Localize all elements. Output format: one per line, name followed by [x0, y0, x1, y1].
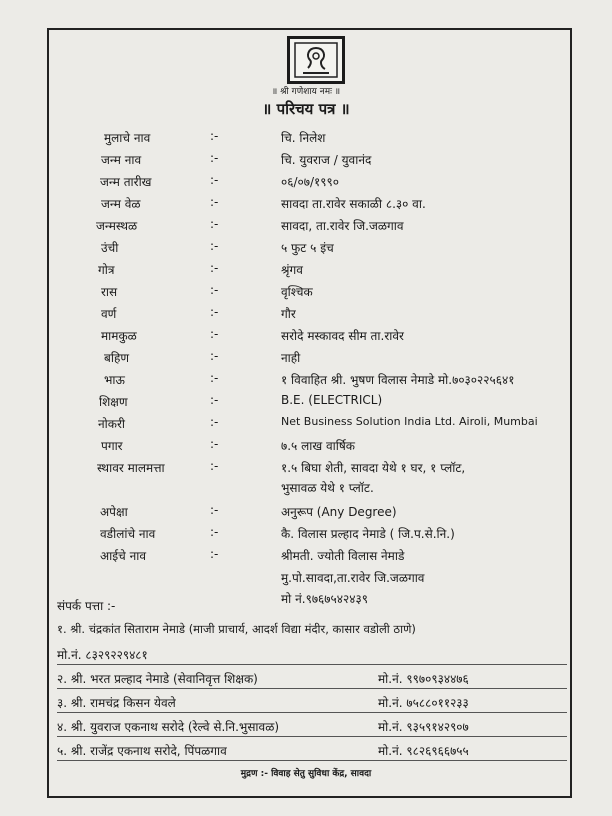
contact-heading: संपर्क पत्ता :-	[57, 599, 116, 613]
field-row	[0, 239, 612, 257]
field-value: सावदा ता.रावेर सकाळी ८.३० वा.	[281, 197, 426, 211]
field-label: जन्म तारीख	[100, 175, 152, 189]
field-separator: :-	[210, 547, 219, 561]
field-value: सरोदे मस्कावद सीम ता.रावेर	[281, 329, 404, 343]
field-value: ५ फुट ५ इंच	[281, 241, 334, 255]
field-label: वडीलांचे नाव	[100, 527, 156, 541]
field-label: पगार	[101, 439, 123, 453]
field-label: वर्ण	[101, 307, 117, 321]
field-label: मुलाचे नाव	[104, 131, 151, 145]
contact-name: ५. श्री. राजेंद्र एकनाथ सरोदे, पिंपळगाव	[57, 744, 227, 758]
field-value: ०६/०७/१९९०	[281, 175, 340, 189]
field-separator: :-	[210, 459, 219, 473]
field-separator: :-	[210, 371, 219, 385]
field-row	[0, 173, 612, 191]
field-separator: :-	[210, 151, 219, 165]
field-value: १ विवाहित श्री. भुषण विलास नेमाडे मो.७०३०२२५६४१	[281, 373, 515, 387]
field-separator: :-	[210, 283, 219, 297]
field-label: स्थावर मालमत्ता	[97, 461, 165, 475]
field-separator: :-	[210, 437, 219, 451]
field-label: अपेक्षा	[100, 505, 128, 519]
invocation-line: ॥ श्री गणेशाय नमः ॥	[271, 87, 341, 97]
divider	[57, 688, 567, 689]
field-value: ७.५ लाख वार्षिक	[281, 439, 356, 453]
field-row	[0, 305, 612, 323]
field-row	[0, 415, 612, 433]
field-label: रास	[101, 285, 118, 299]
field-row	[0, 349, 612, 367]
divider	[57, 664, 567, 665]
field-value: श्रीमती. ज्योती विलास नेमाडे	[281, 549, 405, 563]
print-credit: मुद्रण :- विवाह सेतु सुविधा केंद्र, सावदा	[240, 769, 372, 779]
field-label: जन्म वेळ	[101, 197, 141, 211]
field-label: जन्मस्थळ	[96, 219, 138, 233]
ganesha-emblem	[287, 36, 345, 84]
ganesha-icon	[294, 42, 338, 78]
field-separator: :-	[210, 525, 219, 539]
field-row	[0, 217, 612, 235]
field-label: बहिण	[104, 351, 130, 365]
field-row	[0, 129, 612, 147]
field-row	[0, 327, 612, 345]
contact-phone: मो.नं. ७५८८०११२३३	[378, 696, 469, 710]
field-row	[0, 261, 612, 279]
field-value: कै. विलास प्रल्हाद नेमाडे ( जि.प.से.नि.)	[281, 527, 455, 541]
field-label: शिक्षण	[99, 395, 128, 409]
field-value: B.E. (ELECTRICL)	[281, 393, 383, 407]
field-value: Net Business Solution India Ltd. Airoli, Mumbai	[281, 415, 538, 428]
field-separator: :-	[210, 503, 219, 517]
contact-phone: मो.नं. ९९७०९३४४७६	[378, 672, 469, 686]
field-value: १.५ बिघा शेती, सावदा येथे १ घर, १ प्लॉट,	[281, 461, 466, 475]
field-separator: :-	[210, 217, 219, 231]
field-label: भाऊ	[104, 373, 125, 387]
field-value: वृश्चिक	[281, 285, 313, 299]
field-separator: :-	[210, 261, 219, 275]
field-value: गौर	[281, 307, 296, 321]
field-value: नाही	[281, 351, 301, 365]
field-label: आईचे नाव	[100, 549, 147, 563]
field-row	[0, 151, 612, 169]
field-separator: :-	[210, 349, 219, 363]
field-row	[0, 195, 612, 213]
field-value: सावदा, ता.रावेर जि.जळगाव	[281, 219, 404, 233]
field-value: अनुरूप (Any Degree)	[281, 505, 397, 519]
field-row	[0, 525, 612, 543]
divider	[57, 760, 567, 761]
field-label: गोत्र	[98, 263, 115, 277]
field-separator: :-	[210, 129, 219, 143]
field-row	[0, 393, 612, 411]
field-label: जन्म नाव	[101, 153, 142, 167]
field-row	[0, 283, 612, 301]
field-row	[0, 547, 612, 565]
field-row	[0, 459, 612, 495]
field-value: चि. युवराज / युवानंद	[281, 153, 372, 167]
field-separator: :-	[210, 393, 219, 407]
field-row	[0, 437, 612, 455]
field-row	[0, 371, 612, 389]
address-text: मु.पो.सावदा,ता.रावेर जि.जळगाव	[281, 571, 425, 585]
field-label: उंची	[101, 241, 119, 255]
contact-name: २. श्री. भरत प्रल्हाद नेमाडे (सेवानिवृत्त शिक्षक)	[57, 672, 258, 686]
field-value: चि. निलेश	[281, 131, 326, 145]
contact-phone: मो.नं. ९३५९१४२९०७	[378, 720, 469, 734]
field-value-continued: भुसावळ येथे १ प्लॉट.	[281, 481, 374, 495]
field-value: श्रृंगव	[281, 263, 303, 277]
contact-phone: मो.नं. ९८२६९६६७५५	[378, 744, 469, 758]
divider	[57, 736, 567, 737]
address-line	[0, 569, 612, 587]
field-label: मामकुळ	[101, 329, 137, 343]
divider	[57, 712, 567, 713]
contact-1-phone: मो.नं. ८३२९२२९४८१	[57, 648, 148, 662]
field-separator: :-	[210, 327, 219, 341]
contact-name: ४. श्री. युवराज एकनाथ सरोदे (रेल्वे से.नि.भुसावळ)	[57, 720, 280, 734]
field-separator: :-	[210, 195, 219, 209]
contact-name: ३. श्री. रामचंद्र किसन येवले	[57, 696, 176, 710]
page-title: ॥ परिचय पत्र ॥	[262, 100, 350, 118]
field-separator: :-	[210, 239, 219, 253]
field-row	[0, 503, 612, 521]
contact-1-name: १. श्री. चंद्रकांत सिताराम नेमाडे (माजी प्राचार्य, आदर्श विद्या मंदीर, कासार वडोली ठाणे)	[57, 622, 416, 636]
field-label: नोकरी	[98, 417, 126, 431]
field-separator: :-	[210, 173, 219, 187]
field-separator: :-	[210, 305, 219, 319]
field-separator: :-	[210, 415, 219, 429]
address-phone: मो नं.९७६७५४२४३९	[281, 592, 368, 606]
